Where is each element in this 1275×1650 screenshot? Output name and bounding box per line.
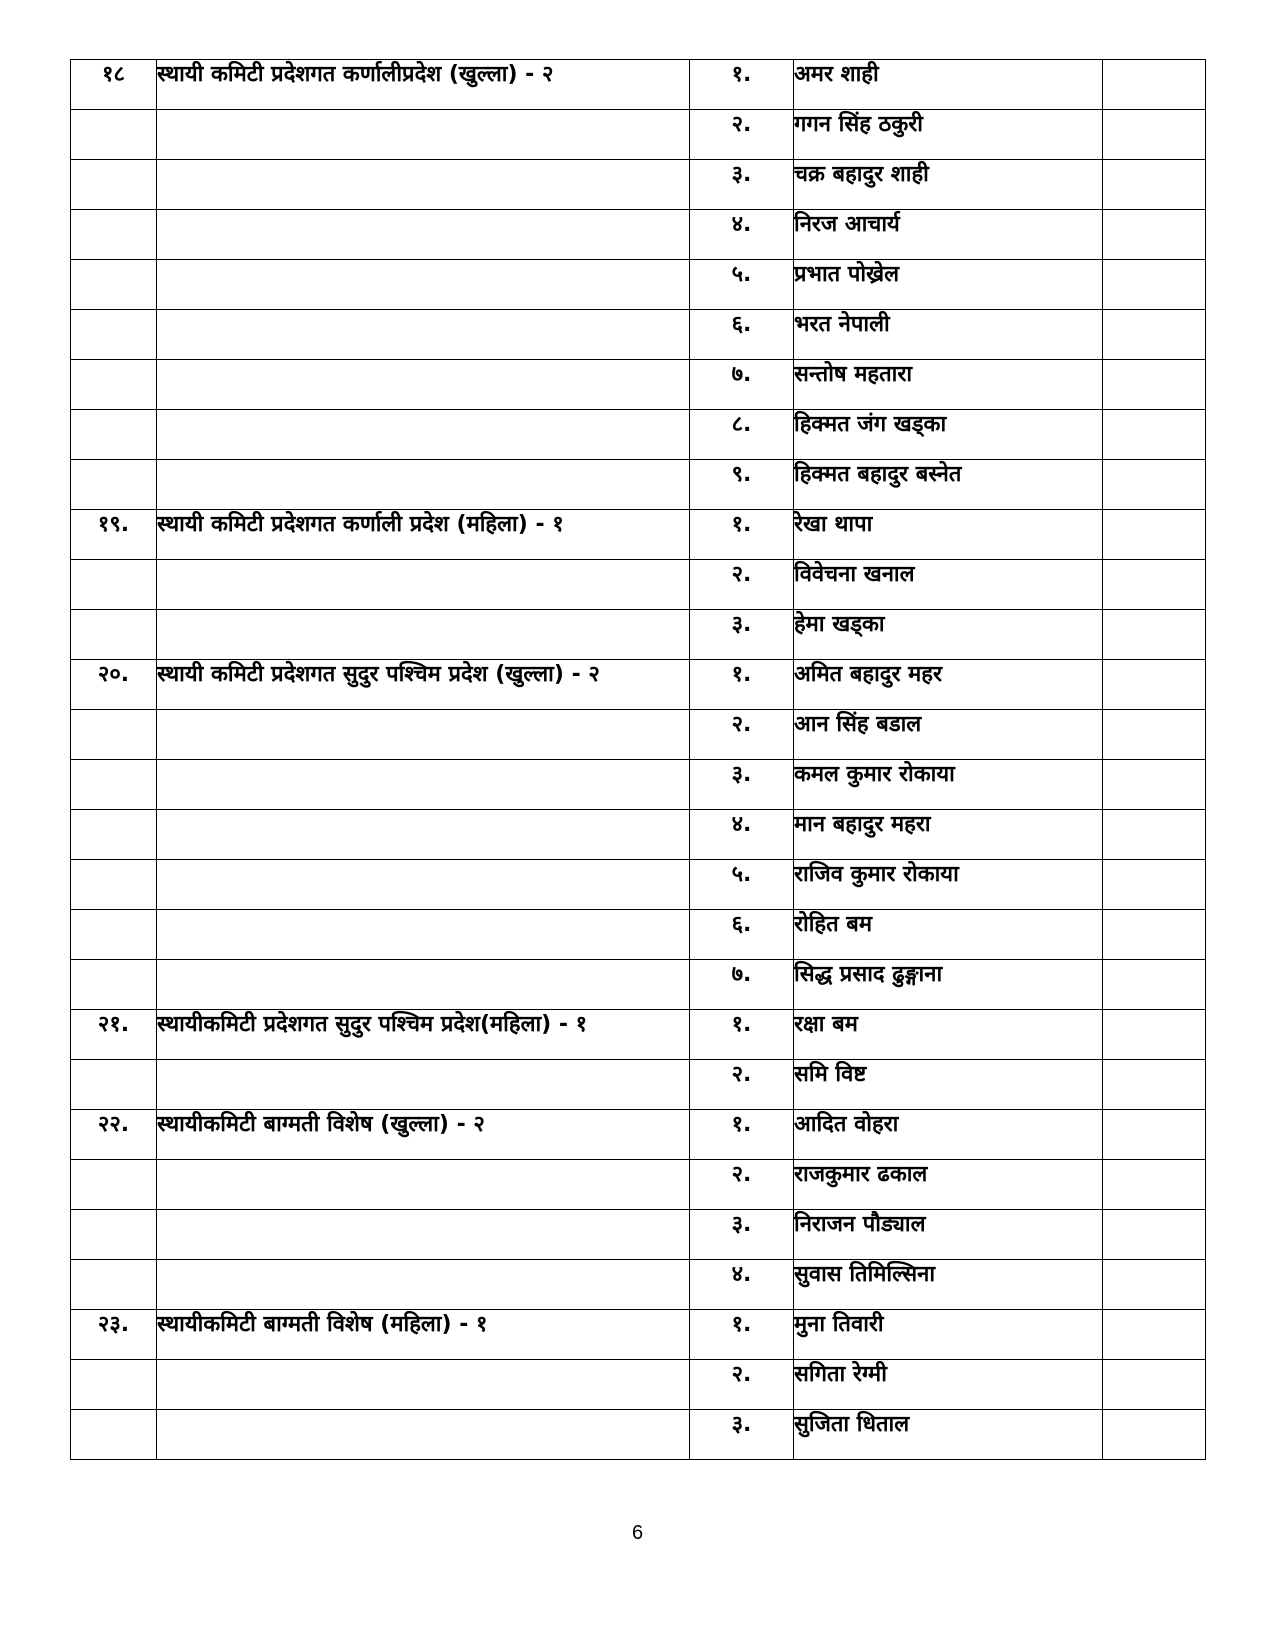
member-number-cell: ७. xyxy=(690,360,794,410)
remarks-cell xyxy=(1103,960,1206,1010)
committee-category-cell xyxy=(157,110,690,160)
committee-category-cell xyxy=(157,960,690,1010)
member-number-cell: १. xyxy=(690,1010,794,1060)
member-name-cell: रक्षा बम xyxy=(794,1010,1103,1060)
serial-number-cell xyxy=(71,760,157,810)
committee-category-cell: स्थायी कमिटी प्रदेशगत कर्णालीप्रदेश (खुल्ला) - २ xyxy=(157,60,690,110)
serial-number-cell xyxy=(71,1060,157,1110)
member-name-cell: सगिता रेग्मी xyxy=(794,1360,1103,1410)
serial-number-cell xyxy=(71,910,157,960)
remarks-cell xyxy=(1103,1360,1206,1410)
remarks-cell xyxy=(1103,710,1206,760)
remarks-cell xyxy=(1103,1160,1206,1210)
serial-number-cell: १८ xyxy=(71,60,157,110)
remarks-cell xyxy=(1103,860,1206,910)
table-row xyxy=(71,560,1206,610)
table-row xyxy=(71,1110,1206,1160)
committee-member-table xyxy=(70,59,1206,1460)
table-row xyxy=(71,610,1206,660)
member-name-cell: रोहित बम xyxy=(794,910,1103,960)
remarks-cell xyxy=(1103,1010,1206,1060)
table-row xyxy=(71,1160,1206,1210)
member-name-cell: चक्र बहादुर शाही xyxy=(794,160,1103,210)
committee-category-cell xyxy=(157,210,690,260)
member-number-cell: ३. xyxy=(690,160,794,210)
member-name-cell: समि विष्ट xyxy=(794,1060,1103,1110)
member-name-cell: निराजन पौड्याल xyxy=(794,1210,1103,1260)
committee-category-cell xyxy=(157,860,690,910)
committee-category-cell: स्थायी कमिटी प्रदेशगत कर्णाली प्रदेश (महिला) - १ xyxy=(157,510,690,560)
serial-number-cell xyxy=(71,410,157,460)
serial-number-cell xyxy=(71,860,157,910)
member-name-cell: सन्तोष महतारा xyxy=(794,360,1103,410)
committee-category-cell: स्थायीकमिटी बाग्मती विशेष (महिला) - १ xyxy=(157,1310,690,1360)
remarks-cell xyxy=(1103,460,1206,510)
member-name-cell: सिद्ध प्रसाद ढुङ्गाना xyxy=(794,960,1103,1010)
remarks-cell xyxy=(1103,1410,1206,1460)
table-row xyxy=(71,410,1206,460)
member-name-cell: अमित बहादुर महर xyxy=(794,660,1103,710)
committee-category-cell xyxy=(157,360,690,410)
member-number-cell: २. xyxy=(690,710,794,760)
table-row xyxy=(71,810,1206,860)
serial-number-cell xyxy=(71,1260,157,1310)
committee-category-cell xyxy=(157,810,690,860)
member-number-cell: २. xyxy=(690,1360,794,1410)
table-row xyxy=(71,60,1206,110)
serial-number-cell xyxy=(71,210,157,260)
table-row xyxy=(71,1360,1206,1410)
remarks-cell xyxy=(1103,1060,1206,1110)
remarks-cell xyxy=(1103,1310,1206,1360)
member-name-cell: हेमा खड्का xyxy=(794,610,1103,660)
member-name-cell: राजिव कुमार रोकाया xyxy=(794,860,1103,910)
member-name-cell: आन सिंह बडाल xyxy=(794,710,1103,760)
page-number: 6 xyxy=(631,1522,644,1544)
member-number-cell: ४. xyxy=(690,1260,794,1310)
serial-number-cell xyxy=(71,610,157,660)
table-row xyxy=(71,310,1206,360)
committee-category-cell xyxy=(157,1160,690,1210)
serial-number-cell xyxy=(71,310,157,360)
member-number-cell: ६. xyxy=(690,310,794,360)
committee-category-cell xyxy=(157,910,690,960)
remarks-cell xyxy=(1103,810,1206,860)
member-name-cell: गगन सिंह ठकुरी xyxy=(794,110,1103,160)
committee-category-cell xyxy=(157,610,690,660)
table-row xyxy=(71,660,1206,710)
remarks-cell xyxy=(1103,60,1206,110)
member-number-cell: २. xyxy=(690,110,794,160)
committee-category-cell: स्थायीकमिटी बाग्मती विशेष (खुल्ला) - २ xyxy=(157,1110,690,1160)
committee-category-cell xyxy=(157,1060,690,1110)
committee-category-cell xyxy=(157,1410,690,1460)
remarks-cell xyxy=(1103,310,1206,360)
member-number-cell: ५. xyxy=(690,260,794,310)
committee-member-table-body xyxy=(71,60,1206,1460)
member-number-cell: ३. xyxy=(690,1210,794,1260)
serial-number-cell xyxy=(71,160,157,210)
committee-category-cell xyxy=(157,710,690,760)
committee-category-cell xyxy=(157,1360,690,1410)
remarks-cell xyxy=(1103,910,1206,960)
member-name-cell: रेखा थापा xyxy=(794,510,1103,560)
member-name-cell: हिक्मत जंग खड्का xyxy=(794,410,1103,460)
table-row xyxy=(71,160,1206,210)
serial-number-cell: १९. xyxy=(71,510,157,560)
serial-number-cell xyxy=(71,810,157,860)
serial-number-cell: २०. xyxy=(71,660,157,710)
committee-category-cell xyxy=(157,410,690,460)
member-number-cell: ९. xyxy=(690,460,794,510)
serial-number-cell xyxy=(71,260,157,310)
member-number-cell: ४. xyxy=(690,810,794,860)
member-number-cell: १. xyxy=(690,1110,794,1160)
serial-number-cell xyxy=(71,460,157,510)
table-row xyxy=(71,1010,1206,1060)
table-row xyxy=(71,1260,1206,1310)
table-row xyxy=(71,460,1206,510)
member-number-cell: १. xyxy=(690,60,794,110)
member-name-cell: हिक्मत बहादुर बस्नेत xyxy=(794,460,1103,510)
remarks-cell xyxy=(1103,410,1206,460)
member-name-cell: सुजिता धिताल xyxy=(794,1410,1103,1460)
remarks-cell xyxy=(1103,560,1206,610)
remarks-cell xyxy=(1103,210,1206,260)
table-row xyxy=(71,760,1206,810)
member-number-cell: ७. xyxy=(690,960,794,1010)
committee-category-cell xyxy=(157,560,690,610)
member-name-cell: अमर शाही xyxy=(794,60,1103,110)
committee-category-cell xyxy=(157,310,690,360)
member-number-cell: ३. xyxy=(690,1410,794,1460)
table-row xyxy=(71,1210,1206,1260)
table-row xyxy=(71,110,1206,160)
remarks-cell xyxy=(1103,660,1206,710)
serial-number-cell xyxy=(71,110,157,160)
committee-category-cell: स्थायीकमिटी प्रदेशगत सुदुर पश्चिम प्रदेश(महिला) - १ xyxy=(157,1010,690,1060)
serial-number-cell: २३. xyxy=(71,1310,157,1360)
committee-category-cell xyxy=(157,260,690,310)
committee-category-cell xyxy=(157,160,690,210)
member-number-cell: २. xyxy=(690,560,794,610)
member-name-cell: मुना तिवारी xyxy=(794,1310,1103,1360)
member-name-cell: प्रभात पोख्रेल xyxy=(794,260,1103,310)
serial-number-cell xyxy=(71,1210,157,1260)
member-number-cell: ५. xyxy=(690,860,794,910)
member-number-cell: ३. xyxy=(690,760,794,810)
committee-category-cell xyxy=(157,1260,690,1310)
remarks-cell xyxy=(1103,1260,1206,1310)
table-row xyxy=(71,1310,1206,1360)
member-name-cell: आदित वोहरा xyxy=(794,1110,1103,1160)
remarks-cell xyxy=(1103,510,1206,560)
committee-category-cell xyxy=(157,760,690,810)
remarks-cell xyxy=(1103,1110,1206,1160)
member-name-cell: भरत नेपाली xyxy=(794,310,1103,360)
serial-number-cell xyxy=(71,710,157,760)
table-row xyxy=(71,1410,1206,1460)
table-row xyxy=(71,360,1206,410)
member-name-cell: मान बहादुर महरा xyxy=(794,810,1103,860)
table-row xyxy=(71,1060,1206,1110)
remarks-cell xyxy=(1103,110,1206,160)
remarks-cell xyxy=(1103,360,1206,410)
member-name-cell: कमल कुमार रोकाया xyxy=(794,760,1103,810)
member-number-cell: ६. xyxy=(690,910,794,960)
committee-category-cell xyxy=(157,1210,690,1260)
member-number-cell: ४. xyxy=(690,210,794,260)
serial-number-cell xyxy=(71,1410,157,1460)
serial-number-cell xyxy=(71,960,157,1010)
member-name-cell: विवेचना खनाल xyxy=(794,560,1103,610)
remarks-cell xyxy=(1103,1210,1206,1260)
member-name-cell: सुवास तिमिल्सिना xyxy=(794,1260,1103,1310)
serial-number-cell xyxy=(71,560,157,610)
serial-number-cell xyxy=(71,1160,157,1210)
member-number-cell: ८. xyxy=(690,410,794,460)
member-name-cell: निरज आचार्य xyxy=(794,210,1103,260)
table-row xyxy=(71,210,1206,260)
table-row xyxy=(71,710,1206,760)
table-row xyxy=(71,910,1206,960)
serial-number-cell: २२. xyxy=(71,1110,157,1160)
member-number-cell: १. xyxy=(690,660,794,710)
remarks-cell xyxy=(1103,760,1206,810)
committee-category-cell xyxy=(157,460,690,510)
remarks-cell xyxy=(1103,260,1206,310)
table-row xyxy=(71,260,1206,310)
member-number-cell: २. xyxy=(690,1060,794,1110)
member-number-cell: ३. xyxy=(690,610,794,660)
serial-number-cell: २१. xyxy=(71,1010,157,1060)
remarks-cell xyxy=(1103,610,1206,660)
table-row xyxy=(71,510,1206,560)
serial-number-cell xyxy=(71,360,157,410)
table-row xyxy=(71,860,1206,910)
member-number-cell: १. xyxy=(690,1310,794,1360)
serial-number-cell xyxy=(71,1360,157,1410)
committee-category-cell: स्थायी कमिटी प्रदेशगत सुदुर पश्चिम प्रदेश (खुल्ला) - २ xyxy=(157,660,690,710)
remarks-cell xyxy=(1103,160,1206,210)
member-number-cell: २. xyxy=(690,1160,794,1210)
member-name-cell: राजकुमार ढकाल xyxy=(794,1160,1103,1210)
table-row xyxy=(71,960,1206,1010)
member-number-cell: १. xyxy=(690,510,794,560)
